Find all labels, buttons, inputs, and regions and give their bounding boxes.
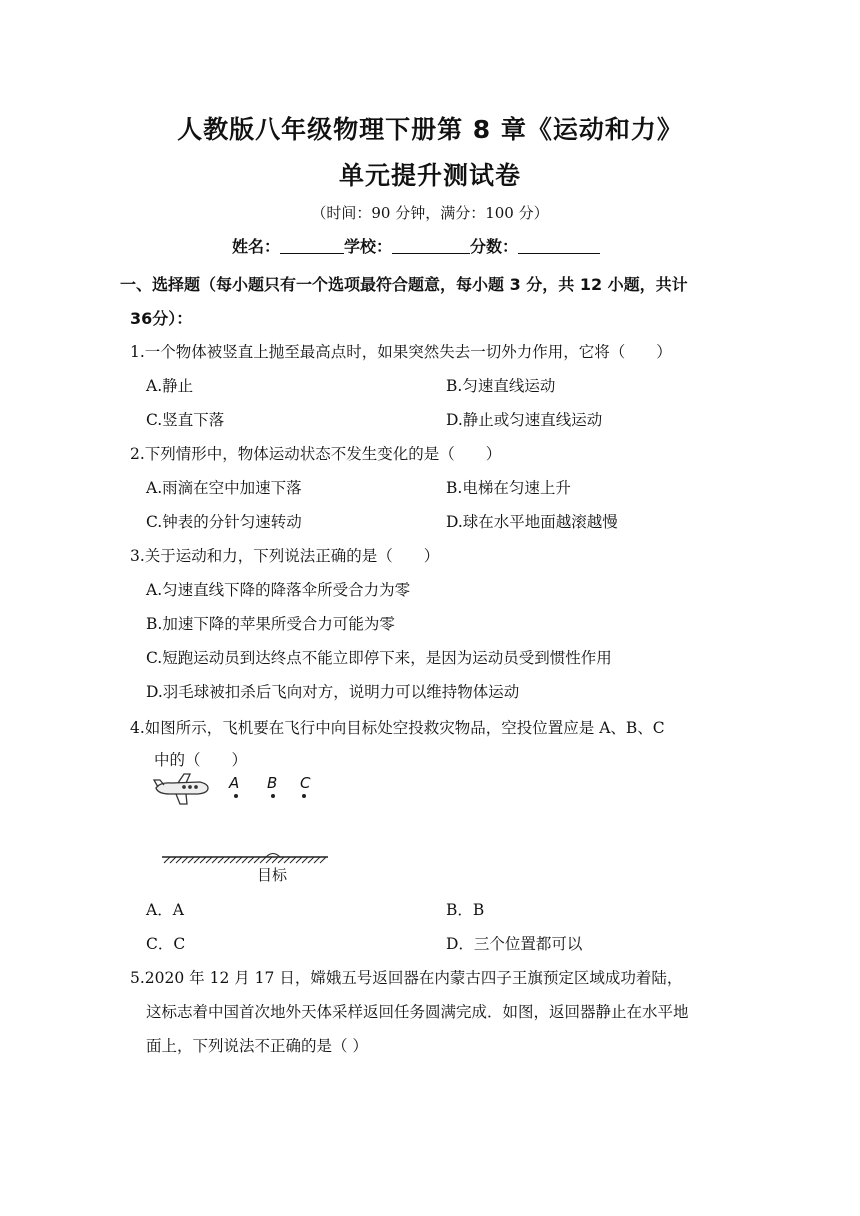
drop-point-c <box>302 794 306 798</box>
student-info-row <box>232 234 600 257</box>
exam-duration-note: （时间：90 分钟，满分：100 分） <box>311 204 549 222</box>
question-5-stem: 5.2020 年 12 月 17 日，嫦娥五号返回器在内蒙古四子王旗预定区域成功着陆， <box>130 969 683 987</box>
airplane-icon <box>154 774 208 804</box>
q4-option-a[interactable]: A．A <box>146 901 184 919</box>
question-4-stem-line2: 中的（ ） <box>154 751 248 769</box>
school-blank[interactable] <box>392 237 470 254</box>
question-5-stem-line3: 面上，下列说法不正确的是（ ） <box>146 1037 368 1055</box>
drop-point-b <box>271 794 275 798</box>
q2-option-c[interactable]: C.钟表的分针匀速转动 <box>146 513 302 531</box>
page-title: 人教版八年级物理下册第 8 章《运动和力》 <box>177 115 683 144</box>
q4-option-b[interactable]: B．B <box>446 901 485 919</box>
score-label: 分数： <box>470 237 519 256</box>
q3-option-b[interactable]: B.加速下降的苹果所受合力可能为零 <box>146 615 395 633</box>
question-3-stem: 3.关于运动和力，下列说法正确的是（ ） <box>130 547 440 565</box>
q3-option-d[interactable]: D.羽毛球被扣杀后飞向对方，说明力可以维持物体运动 <box>146 683 520 701</box>
figure-label-b: B <box>267 774 278 792</box>
question-1-stem: 1.一个物体被竖直上抛至最高点时，如果突然失去一切外力作用，它将（ ） <box>130 343 672 361</box>
q1-option-a[interactable]: A.静止 <box>146 377 194 395</box>
q1-option-c[interactable]: C.竖直下落 <box>146 411 225 429</box>
q1-option-d[interactable]: D.静止或匀速直线运动 <box>446 411 603 429</box>
section-heading: 一、选择题（每小题只有一个选项最符合题意，每小题 3 分，共 12 小题，共计 <box>120 275 688 294</box>
q2-option-b[interactable]: B.电梯在匀速上升 <box>446 479 571 497</box>
figure-label-c: C <box>300 774 311 792</box>
school-label: 学校： <box>344 237 393 256</box>
q2-option-d[interactable]: D.球在水平地面越滚越慢 <box>446 513 618 531</box>
q2-option-a[interactable]: A.雨滴在空中加速下落 <box>146 479 302 497</box>
question-2-stem: 2.下列情形中，物体运动状态不发生变化的是（ ） <box>130 445 502 463</box>
score-blank[interactable] <box>518 237 600 254</box>
q3-option-c[interactable]: C.短跑运动员到达终点不能立即停下来，是因为运动员受到惯性作用 <box>146 649 612 667</box>
airplane-drop-figure <box>150 770 340 870</box>
question-4-stem: 4.如图所示，飞机要在飞行中向目标处空投救灾物品，空投位置应是 A、B、C <box>130 719 665 737</box>
drop-point-a <box>234 794 238 798</box>
name-label: 姓名： <box>232 237 281 256</box>
page-title-line2: 单元提升测试卷 <box>338 161 521 190</box>
question-5-stem-line2: 这标志着中国首次地外天体采样返回任务圆满完成．如图，返回器静止在水平地 <box>146 1003 689 1021</box>
q3-option-a[interactable]: A.匀速直线下降的降落伞所受合力为零 <box>146 581 411 599</box>
ground-line <box>162 854 328 864</box>
q1-option-b[interactable]: B.匀速直线运动 <box>446 377 556 395</box>
figure-label-a: A <box>229 774 240 792</box>
figure-target-label: 目标 <box>257 866 288 884</box>
section-heading-line2: 36分）： <box>130 309 193 328</box>
name-blank[interactable] <box>280 237 344 254</box>
q4-option-c[interactable]: C．C <box>146 935 186 953</box>
q4-option-d[interactable]: D．三个位置都可以 <box>446 935 583 953</box>
